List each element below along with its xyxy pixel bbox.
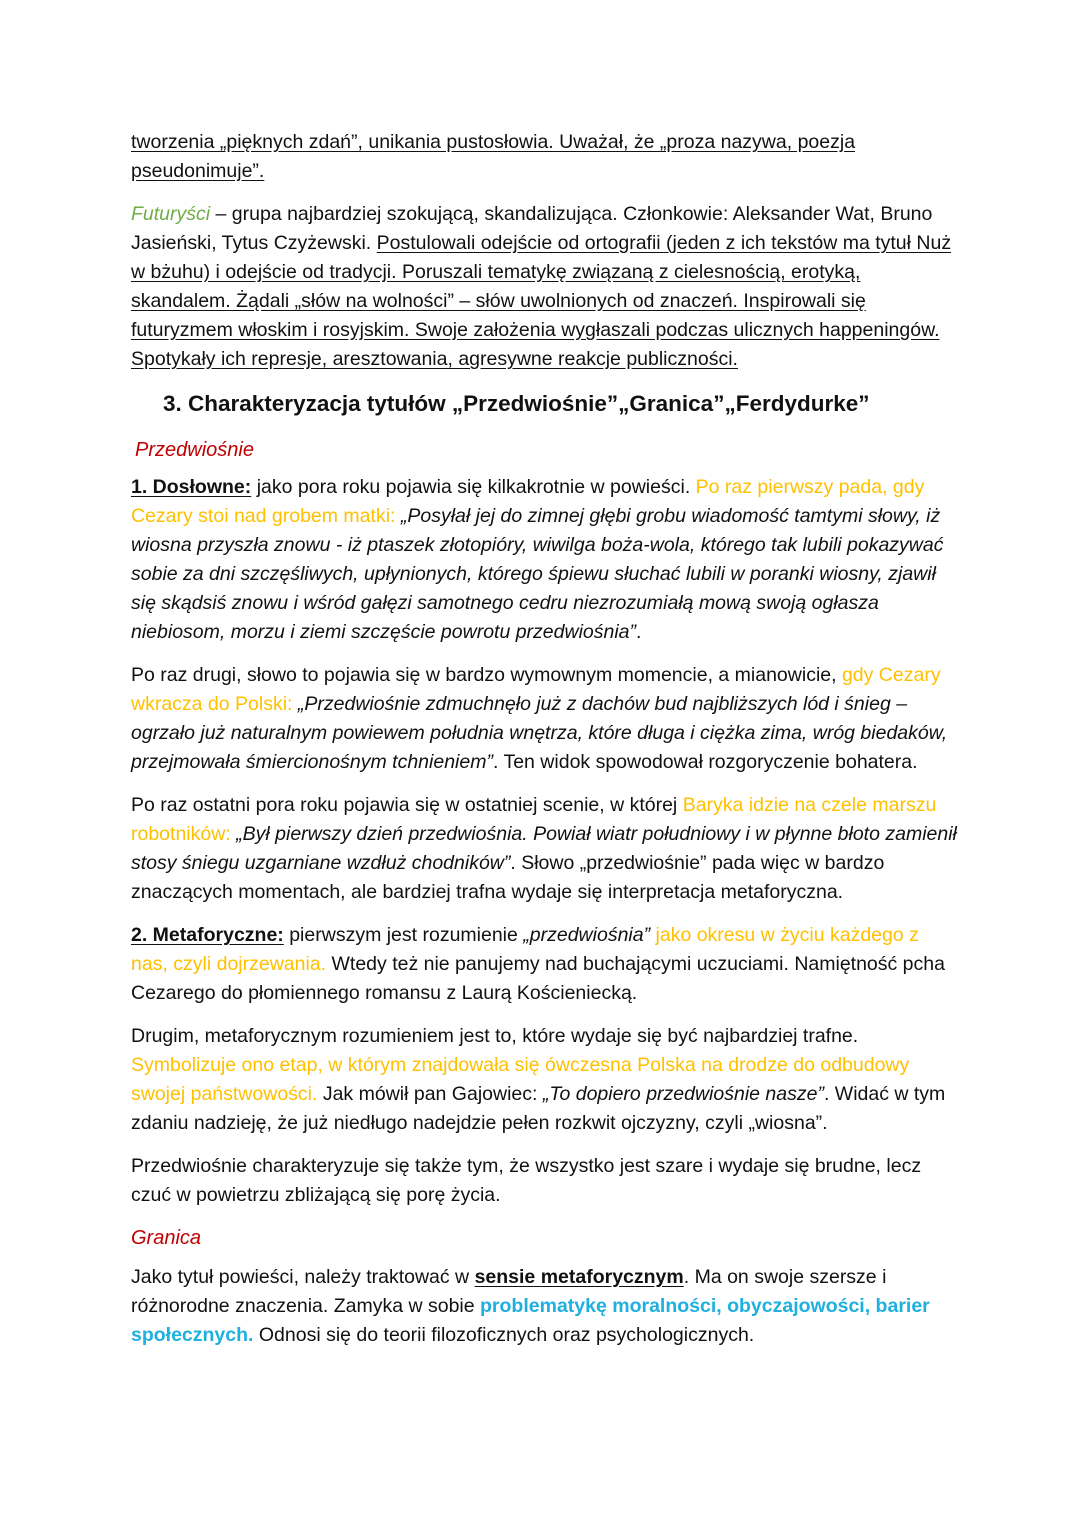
text: Drugim, metaforycznym rozumieniem jest to, które wydaje się być najbardziej trafne. [131, 1025, 859, 1047]
subheading-granica: Granica [131, 1227, 202, 1249]
text: Przedwiośnie charakteryzuje się także tym, że wszystko jest szare i wydaje się brudne, lecz czuć w powietrzu zbliżającą się porę życia. [131, 1155, 922, 1206]
text: Jak mówił pan Gajowiec: [317, 1083, 543, 1105]
highlight-blue-text: problematykę moralności, obyczajowości, barier społecznych. [131, 1295, 930, 1346]
underlined-text: Postulowali odejście od ortografii (jeden z ich tekstów ma tytuł Nuż w bżuhu) i odejście od tradycji. Poruszali tematykę związaną z cielesnością, erotyką, skandalem. Żądali „słów na wolności” – słów uwolnionych od znaczeń. Inspirowali się futuryzmem włoskim i rosyjskim. Swoje założenia wygłaszali podczas ulicznych happeningów. Spotykały ich represje, aresztowania, agresywne reakcje publiczności. [131, 232, 952, 370]
text: . Ma on swoje szersze i różnorodne znaczenia. Zamyka w sobie [131, 1266, 887, 1317]
quote: „przedwiośnia” [523, 924, 651, 946]
bold-underlined-text: sensie metaforycznym [474, 1266, 684, 1288]
paragraph-last [131, 791, 957, 907]
lead-label: 2. Metaforyczne: [131, 924, 284, 946]
text: Jako tytuł powieści, należy traktować w [131, 1266, 475, 1288]
paragraph-metaforyczne [131, 921, 957, 1008]
text: – grupa najbardziej szokującą, skandalizująca. Członkowie: Aleksander Wat, Bruno Jasieński, Tytus Czyżewski. [131, 203, 933, 254]
quote: „Posyłał jej do zimnej głębi grobu wiadomość tamtymi słowy, iż wiosna przyszła znowu - iż ptaszek złotopióry, wiwilga boża-wola, którego tak lubili pokazywać sobie za dni szczęśliwych, upłynionych, którego śpiewu słuchać lubili w poranki wiosny, zjawił się skądsiś znowu i wśród gałęzi samotnego cedru niezrozumiałą mową swoją ogłasza niebiosom, morzu i ziemi szczęście powrotu przedwiośnia” [131, 505, 944, 643]
text: . Słowo „przedwiośnie” pada więc w bardzo znaczących momentach, ale bardziej trafna wydaje się interpretacja metaforyczna. [131, 852, 885, 903]
text: . Widać w tym zdaniu nadzieję, że już niedługo nadejdzie pełen rozkwit ojczyzny, czyli „wiosna”. [131, 1083, 946, 1134]
highlight-text: Po raz pierwszy pada, gdy Cezary stoi nad grobem matki: [131, 476, 925, 527]
quote: „Przedwiośnie zdmuchnęło już z dachów bud najbliższych lód i śnieg – ogrzało już naturalnym powiewem południa wnętrza, które długa i ciężka zima, wróg biedaków, przejmowała śmiercionośnym tchnieniem” [131, 693, 948, 773]
term-futurists: Futuryści [131, 203, 211, 225]
quote: „To dopiero przedwiośnie nasze” [542, 1083, 824, 1105]
paragraph-second [131, 661, 957, 777]
text: Po raz ostatni pora roku pojawia się w ostatniej scenie, w której [131, 794, 683, 816]
highlight-text: gdy Cezary wkracza do Polski: [131, 664, 941, 715]
lead-label: 1. Dosłowne: [131, 476, 252, 498]
text: . [636, 621, 642, 643]
section-heading: 3. Charakteryzacja tytułów „Przedwiośnie”„Granica”„Ferdydurke” [163, 391, 870, 416]
quote: „Był pierwszy dzień przedwiośnia. Powiał wiatr południowy i w płynne błoto zamienił stosy śniegu uzgarniane wzdłuż chodników” [131, 823, 957, 874]
highlight-text: Symbolizuje ono etap, w którym znajdowała się ówczesna Polska na drodze do odbudowy swojej państwowości. [131, 1054, 910, 1105]
text: Odnosi się do teorii filozoficznych oraz psychologicznych. [253, 1324, 755, 1346]
highlight-text: Baryka idzie na czele marszu robotników: [131, 794, 937, 845]
paragraph-granica [131, 1263, 957, 1350]
text: pierwszym jest rozumienie [283, 924, 524, 946]
paragraph-summary [131, 1152, 957, 1210]
paragraph-continuation [131, 128, 957, 186]
paragraph-drugim [131, 1022, 957, 1138]
paragraph-futurists [131, 200, 957, 374]
document-page [131, 128, 957, 1364]
highlight-text: jako okresu w życiu każdego z nas, czyli dojrzewania. [131, 924, 919, 975]
text: jako pora roku pojawia się kilkakrotnie w powieści. [251, 476, 696, 498]
text: . Ten widok spowodował rozgoryczenie bohatera. [492, 751, 918, 773]
text: Po raz drugi, słowo to pojawia się w bardzo wymownym momencie, a mianowicie, [131, 664, 842, 686]
underlined-text: tworzenia „pięknych zdań”, unikania pustosłowia. Uważał, że „proza nazywa, poezja pseudonimuje”. [131, 131, 856, 182]
text: Wtedy też nie panujemy nad buchającymi uczuciami. Namiętność pcha Cezarego do płomiennego romansu z Laurą Kościeniecką. [131, 953, 945, 1004]
paragraph-doslowne [131, 473, 957, 647]
subheading-przedwiosnie: Przedwiośnie [135, 439, 254, 461]
